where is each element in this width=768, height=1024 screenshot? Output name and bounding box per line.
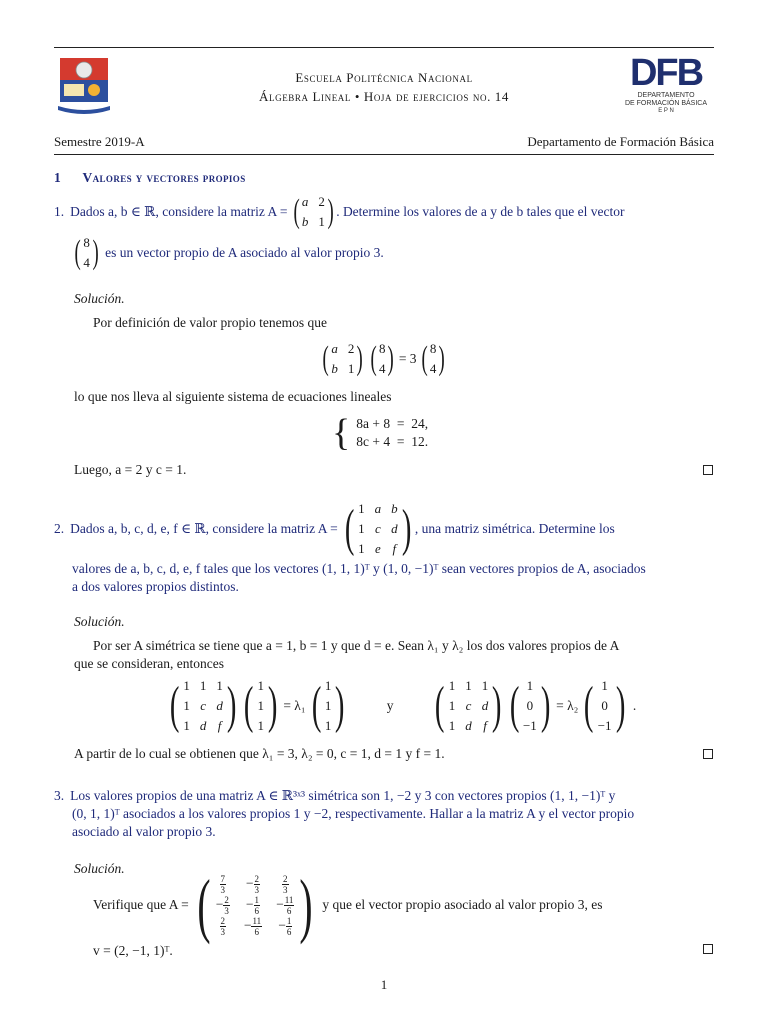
dfb-caption-2: DE FORMACIÓN BÁSICA: [624, 100, 708, 107]
p2-eq2-result: ( 1 0 −1 ): [584, 677, 625, 734]
p1-system: { 8a + 8 = 24, 8c + 4 = 12.: [332, 412, 429, 454]
dfb-logo-letters: DFB: [629, 52, 703, 94]
epn-shield-logo: [54, 56, 114, 116]
top-rule: [54, 47, 714, 48]
p3-solution-line3: v = (2, −1, 1)ᵀ.: [93, 943, 173, 958]
problem-1-statement: [54, 192, 714, 274]
dfb-logo: [618, 54, 714, 118]
p3-solution-line1: [93, 865, 603, 945]
p1-eq-matrix: ( a 2 b 1 ): [322, 340, 364, 377]
p2-solution-line1: Por ser A simétrica se tiene que a = 1, b = 1 y que d = e. Sean λ₁ y λ₂ los dos valores propios de A: [93, 638, 620, 653]
p1-text-c: es un vector propio de A asociado al valor propio 3.: [105, 245, 384, 260]
p2-text-d: a dos valores propios distintos.: [72, 579, 239, 594]
p2-eq2-matrix: ( 1 1 1 1 c d 1 d f ): [435, 677, 502, 734]
school-name: Escuela Politécnica Nacional: [295, 70, 473, 85]
p1-matrix-A: ( a 2 b 1 ): [293, 193, 334, 230]
section-number: 1: [54, 170, 62, 185]
semester: Semestre 2019-A: [54, 134, 145, 149]
section-heading: [54, 170, 246, 186]
p2-text-a: Dados a, b, c, d, e, f ∈ ℝ, considere la matriz A =: [70, 521, 338, 536]
p1-solution-line3: Luego, a = 2 y c = 1.: [74, 462, 187, 477]
p2-equations: [166, 677, 636, 735]
page-number: 1: [380, 977, 388, 992]
p3-matrix-A: ( $\frac{7}{3}$ − $\frac{2}{3}$ $\frac{2}{3}$ − $\frac{2}{3}$ − $\frac{1}{6}$ − $\frac{11}{6}$ $\frac{2}{3}$ − $\frac{11}{6}$ − $\frac{1}{6}$ ): [197, 865, 314, 945]
p2-dot: .: [632, 698, 637, 713]
p2-y: y: [386, 698, 394, 713]
p2-lam2: = λ₂: [556, 698, 579, 713]
p1-text-b: . Determine los valores de a y de b tales que el vector: [336, 204, 625, 219]
problem-2-statement: [54, 498, 714, 596]
p2-eq2-vector: ( 1 0 −1 ): [509, 677, 551, 734]
p1-eq-mid: = 3: [398, 351, 417, 366]
p2-text-b: , una matriz simétrica. Determine los: [414, 521, 615, 536]
department: Departamento de Formación Básica: [527, 134, 714, 149]
p2-solution-label: Solución.: [74, 614, 125, 629]
problem-3-statement: [54, 787, 714, 841]
p2-lam1: = λ₁: [283, 698, 306, 713]
p2-matrix-A: ( 1 a b 1 c d 1 e f ): [344, 500, 412, 557]
p1-eq-result: ( 8 4 ): [421, 340, 446, 377]
p3-line2: (0, 1, 1)ᵀ asociados a los valores propios 1 y −2, respectivamente. Hallar a la matriz A y el vector propio: [72, 806, 635, 821]
dfb-caption-1: DEPARTAMENTO: [637, 92, 695, 99]
p1-system-eq1: 8a + 8 = 24,: [356, 416, 429, 431]
p1-system-eq2: 8c + 4 = 12.: [356, 434, 429, 449]
p2-eq1-result: ( 1 1 1 ): [311, 677, 345, 734]
p2-text-c: valores de a, b, c, d, e, f tales que los vectores (1, 1, 1)ᵀ y (1, 0, −1)ᵀ sean vectores propios de A, asociados: [72, 561, 646, 576]
p3-qed-square: [703, 944, 713, 954]
sheet-subtitle: Álgebra Lineal • Hoja de ejercicios no. 14: [259, 89, 509, 104]
p3-line1: Los valores propios de una matriz A ∈ ℝ³ˣ³ simétrica son 1, −2 y 3 con vectores propios (1, 1, −1)ᵀ y: [70, 788, 616, 803]
p1-vector: ( 8 4 ): [74, 234, 99, 271]
p3-label: 3.: [54, 788, 65, 803]
p2-label: 2.: [54, 521, 65, 536]
p2-solution-line3: A partir de lo cual se obtienen que λ₁ = 3, λ₂ = 0, c = 1, d = 1 y f = 1.: [74, 746, 445, 761]
p3-verify-text: Verifique que A =: [93, 897, 189, 912]
p1-qed-square: [703, 465, 713, 475]
p1-equation: [320, 340, 448, 378]
p3-verify-rest: y que el vector propio asociado al valor propio 3, es: [322, 897, 603, 912]
p1-solution-line2: lo que nos lleva al siguiente sistema de ecuaciones lineales: [74, 389, 392, 404]
p1-eq-vector: ( 8 4 ): [370, 340, 395, 377]
p2-eq1-vector: ( 1 1 1 ): [244, 677, 278, 734]
p1-solution-line1: Por definición de valor propio tenemos que: [93, 315, 327, 330]
p1-label: 1.: [54, 204, 65, 219]
p2-solution-line2: que se consideran, entonces: [74, 656, 224, 671]
p2-eq1-matrix: ( 1 1 1 1 c d 1 d f ): [169, 677, 237, 734]
dfb-caption-3: E P N: [658, 108, 674, 114]
p2-qed-square: [703, 749, 713, 759]
header-rule: [54, 154, 714, 155]
section-title: Valores y vectores propios: [82, 170, 246, 185]
p3-line3: asociado al valor propio 3.: [72, 824, 216, 839]
p3-solution-label: Solución.: [74, 861, 125, 876]
p1-solution-label: Solución.: [74, 291, 125, 306]
p1-text-a: Dados a, b ∈ ℝ, considere la matriz A =: [70, 204, 288, 219]
